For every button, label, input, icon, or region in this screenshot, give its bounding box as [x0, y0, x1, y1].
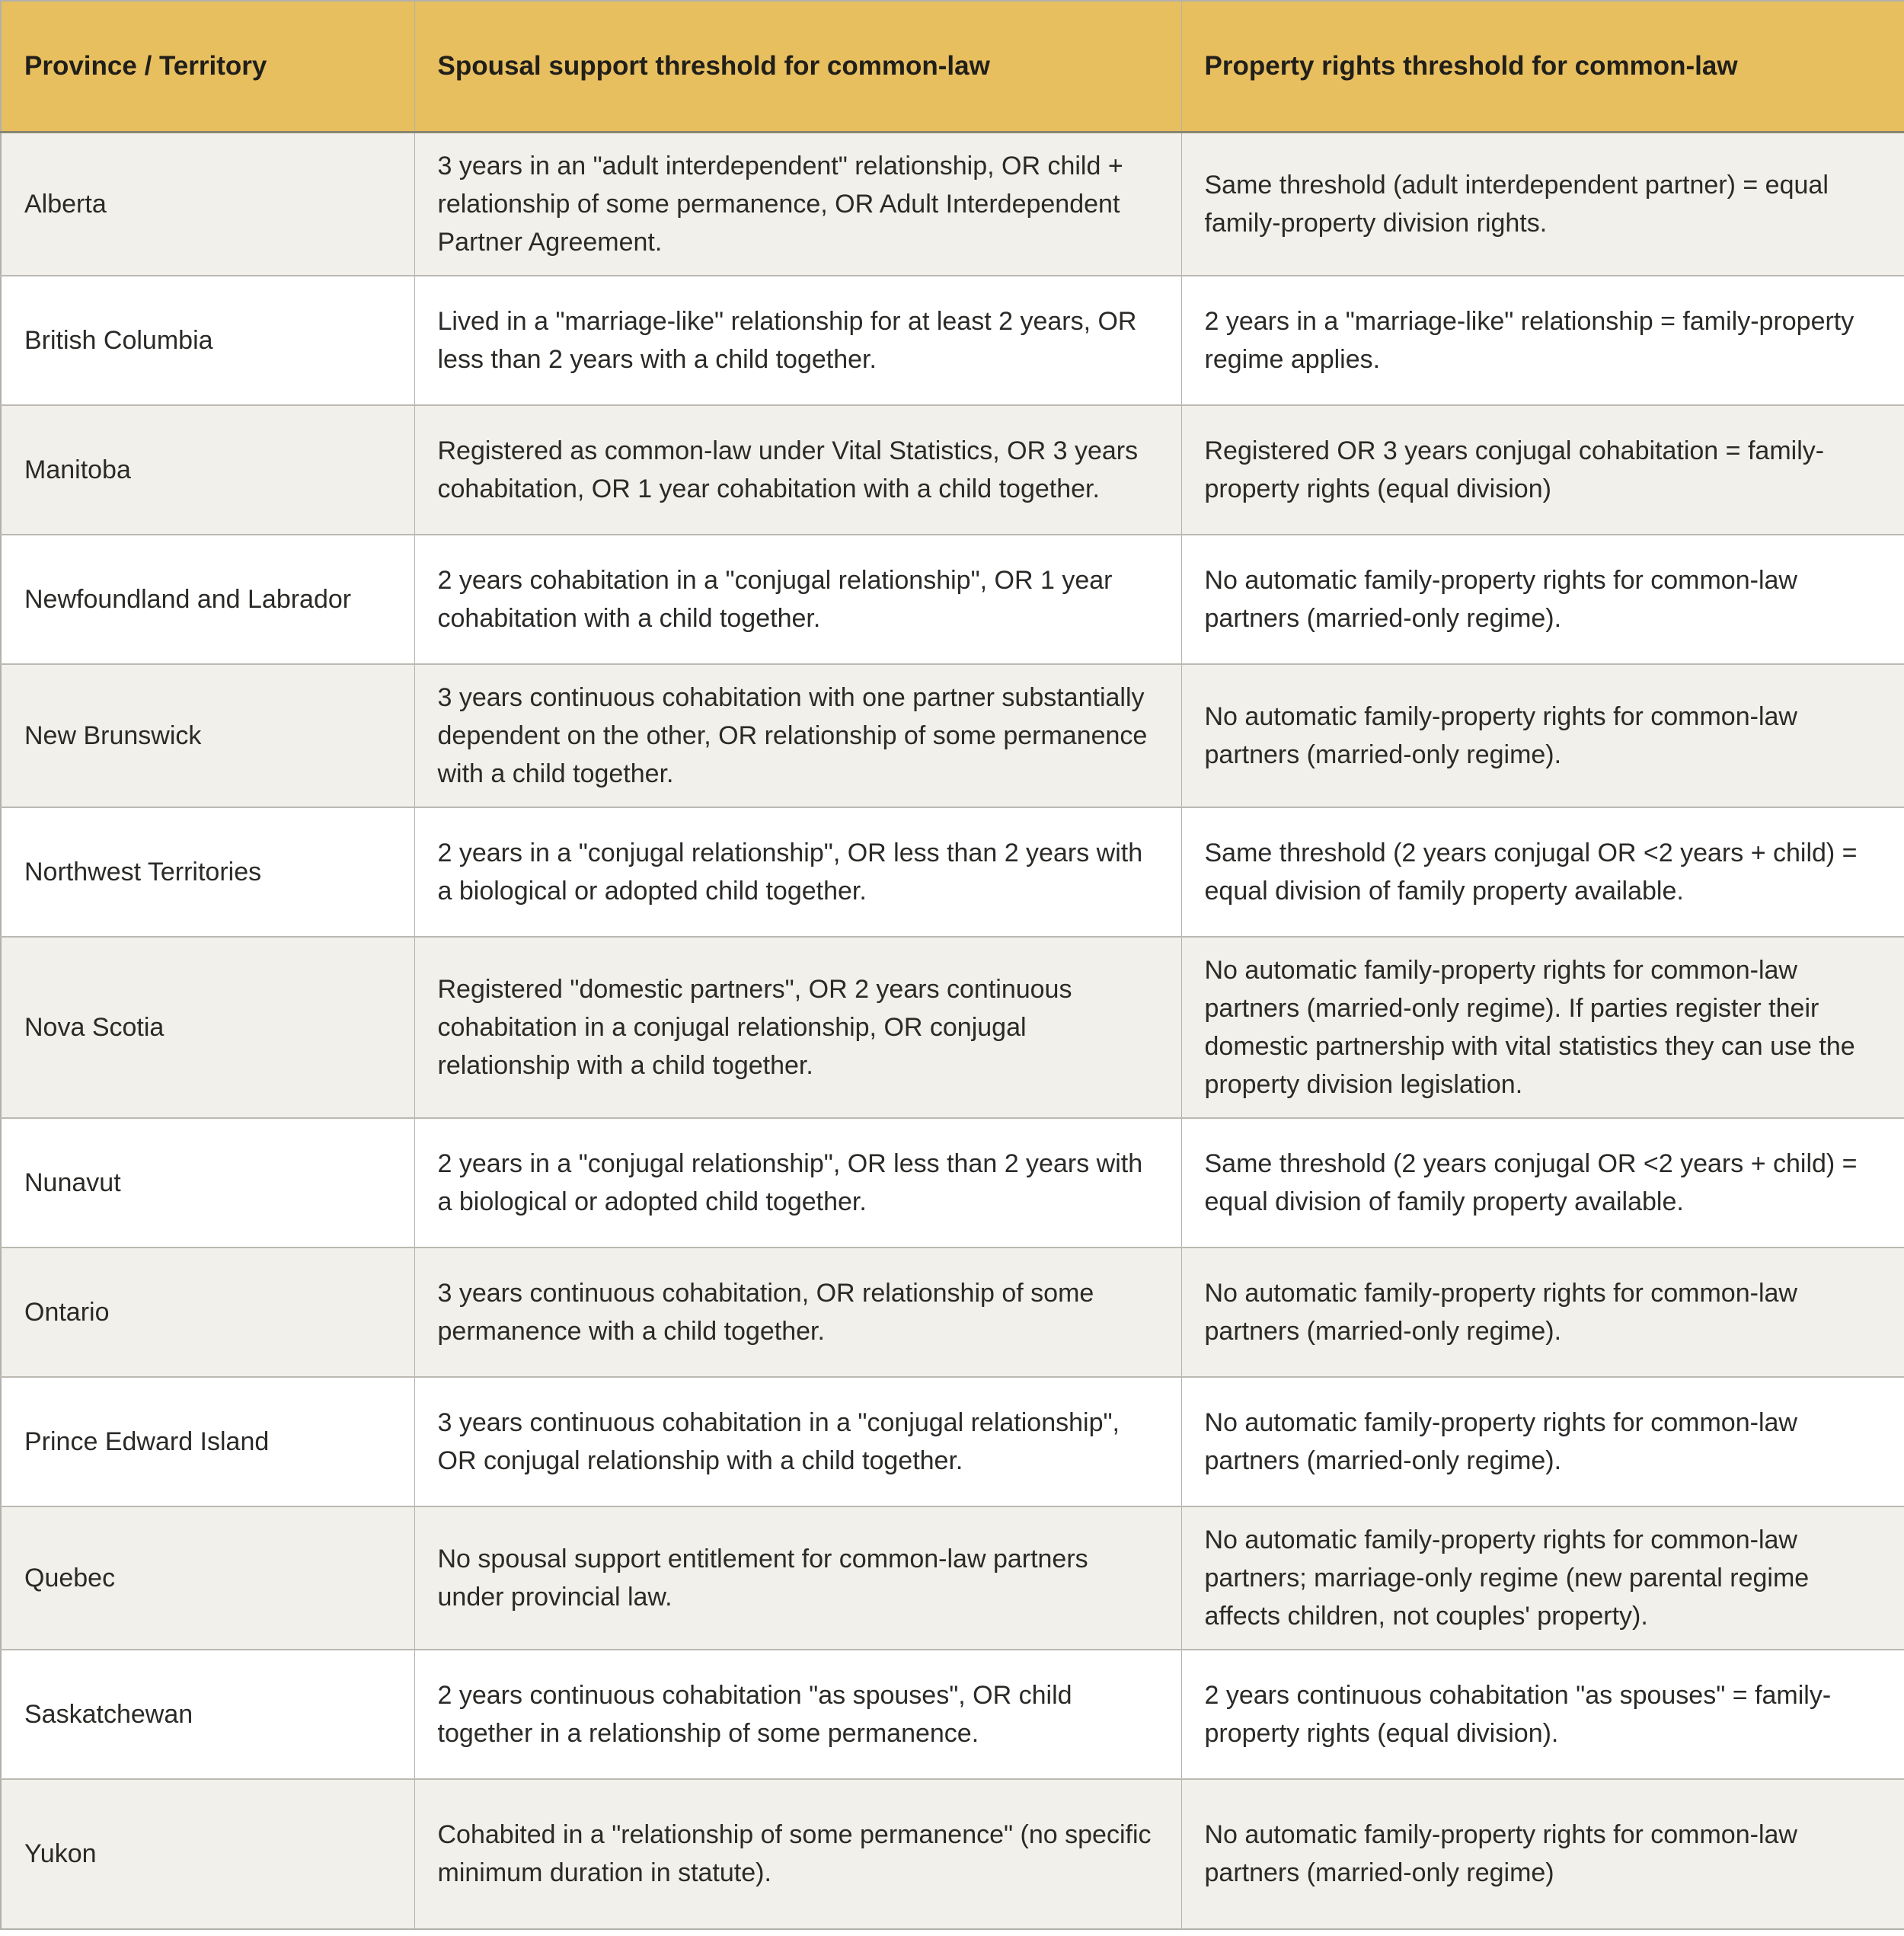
table-row [1, 132, 1904, 276]
spousal-threshold-cell: Registered "domestic partners", OR 2 years continuous cohabitation in a conjugal relationship, OR conjugal relationship with a child together. [414, 937, 1181, 1118]
property-threshold-cell: No automatic family-property rights for common-law partners (married-only regime). [1181, 664, 1904, 807]
province-cell: Newfoundland and Labrador [1, 535, 414, 664]
property-threshold-cell: No automatic family-property rights for common-law partners (married-only regime). [1181, 535, 1904, 664]
header-row [1, 1, 1904, 132]
province-cell: Manitoba [1, 405, 414, 535]
property-threshold-cell: No automatic family-property rights for common-law partners (married-only regime) [1181, 1779, 1904, 1929]
property-threshold-cell: Same threshold (adult interdependent partner) = equal family-property division rights. [1181, 132, 1904, 276]
property-threshold-cell: 2 years in a "marriage-like" relationship = family-property regime applies. [1181, 276, 1904, 405]
table-body [1, 132, 1904, 1929]
spousal-threshold-cell: 3 years continuous cohabitation, OR relationship of some permanence with a child together. [414, 1248, 1181, 1377]
province-cell: Saskatchewan [1, 1650, 414, 1779]
province-cell: Northwest Territories [1, 807, 414, 937]
property-threshold-cell: No automatic family-property rights for common-law partners (married-only regime). [1181, 1377, 1904, 1506]
table-row [1, 1506, 1904, 1650]
table-row [1, 1118, 1904, 1248]
table-row [1, 535, 1904, 664]
province-cell: Prince Edward Island [1, 1377, 414, 1506]
table-row [1, 276, 1904, 405]
property-threshold-cell: Same threshold (2 years conjugal OR <2 years + child) = equal division of family property available. [1181, 1118, 1904, 1248]
province-cell: Alberta [1, 132, 414, 276]
spousal-threshold-cell: 2 years in a "conjugal relationship", OR less than 2 years with a biological or adopted child together. [414, 807, 1181, 937]
province-cell: Yukon [1, 1779, 414, 1929]
table-row [1, 1650, 1904, 1779]
province-cell: Nunavut [1, 1118, 414, 1248]
table-row [1, 405, 1904, 535]
property-threshold-cell: No automatic family-property rights for common-law partners (married-only regime). If parties register their domestic partnership with vital statistics they can use the property division legislation. [1181, 937, 1904, 1118]
spousal-threshold-cell: 3 years continuous cohabitation in a "conjugal relationship", OR conjugal relationship with a child together. [414, 1377, 1181, 1506]
table-row [1, 664, 1904, 807]
province-cell: Quebec [1, 1506, 414, 1650]
province-cell: Nova Scotia [1, 937, 414, 1118]
province-cell: British Columbia [1, 276, 414, 405]
table-row [1, 1377, 1904, 1506]
table-row [1, 937, 1904, 1118]
spousal-threshold-cell: 3 years in an "adult interdependent" relationship, OR child + relationship of some permanence, OR Adult Interdependent Partner Agreement. [414, 132, 1181, 276]
table-row [1, 807, 1904, 937]
header-spousal-threshold: Spousal support threshold for common-law [414, 1, 1181, 132]
property-threshold-cell: 2 years continuous cohabitation "as spouses" = family-property rights (equal division). [1181, 1650, 1904, 1779]
spousal-threshold-cell: 2 years in a "conjugal relationship", OR less than 2 years with a biological or adopted child together. [414, 1118, 1181, 1248]
spousal-threshold-cell: 2 years continuous cohabitation "as spouses", OR child together in a relationship of some permanence. [414, 1650, 1181, 1779]
header-property-threshold: Property rights threshold for common-law [1181, 1, 1904, 132]
spousal-threshold-cell: Registered as common-law under Vital Statistics, OR 3 years cohabitation, OR 1 year cohabitation with a child together. [414, 405, 1181, 535]
spousal-threshold-cell: Cohabited in a "relationship of some permanence" (no specific minimum duration in statute). [414, 1779, 1181, 1929]
header-province: Province / Territory [1, 1, 414, 132]
spousal-threshold-cell: 2 years cohabitation in a "conjugal relationship", OR 1 year cohabitation with a child together. [414, 535, 1181, 664]
table-row [1, 1779, 1904, 1929]
table-row [1, 1248, 1904, 1377]
spousal-threshold-cell: 3 years continuous cohabitation with one partner substantially dependent on the other, OR relationship of some permanence with a child together. [414, 664, 1181, 807]
property-threshold-cell: No automatic family-property rights for common-law partners (married-only regime). [1181, 1248, 1904, 1377]
property-threshold-cell: Same threshold (2 years conjugal OR <2 years + child) = equal division of family property available. [1181, 807, 1904, 937]
property-threshold-cell: Registered OR 3 years conjugal cohabitation = family-property rights (equal division) [1181, 405, 1904, 535]
province-cell: Ontario [1, 1248, 414, 1377]
spousal-threshold-cell: No spousal support entitlement for common-law partners under provincial law. [414, 1506, 1181, 1650]
spousal-threshold-cell: Lived in a "marriage-like" relationship for at least 2 years, OR less than 2 years with a child together. [414, 276, 1181, 405]
property-threshold-cell: No automatic family-property rights for common-law partners; marriage-only regime (new parental regime affects children, not couples' property). [1181, 1506, 1904, 1650]
table-header [1, 1, 1904, 132]
province-cell: New Brunswick [1, 664, 414, 807]
